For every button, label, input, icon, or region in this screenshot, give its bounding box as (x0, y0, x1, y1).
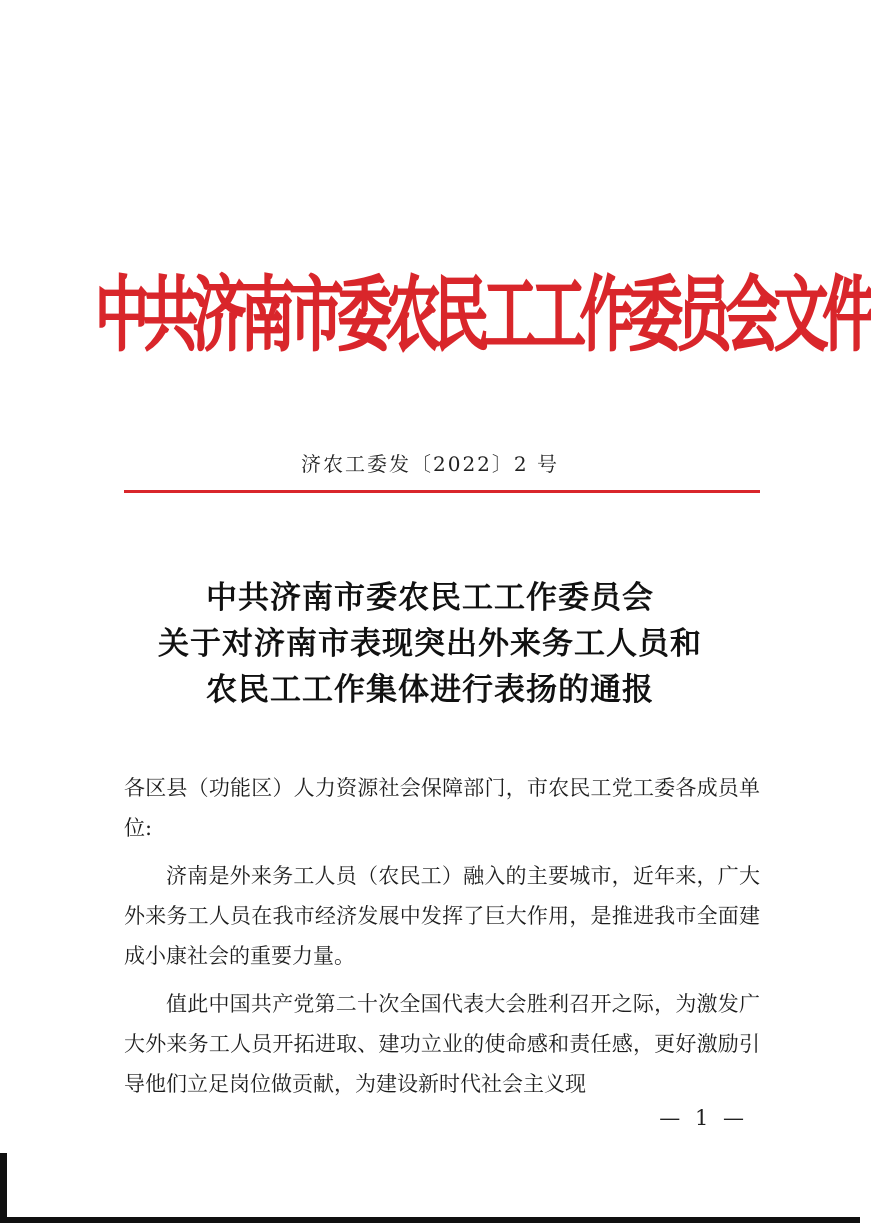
red-divider-line (124, 490, 760, 493)
title-line-1: 中共济南市委农民工工作委员会 (206, 580, 654, 616)
document-number: 济农工委发〔2022〕2 号 (301, 452, 559, 476)
salutation: 各区县（功能区）人力资源社会保障部门，市农民工党工委各成员单位: (124, 776, 760, 840)
document-title (0, 575, 860, 713)
masthead (95, 262, 871, 372)
scan-edge-artifact (0, 1153, 7, 1223)
body-paragraph-1: 济南是外来务工人员（农民工）融入的主要城市，近年来，广大外来务工人员在我市经济发展中发挥了巨大作用，是推进我市全面建成小康社会的重要力量。 (124, 864, 760, 968)
body-paragraph-2: 值此中国共产党第二十次全国代表大会胜利召开之际，为激发广大外来务工人员开拓进取、建功立业的使命感和责任感，更好激励引导他们立足岗位做贡献，为建设新时代社会主义现 (124, 992, 760, 1096)
document-body (124, 768, 760, 1112)
title-line-3: 农民工工作集体进行表扬的通报 (206, 672, 654, 708)
masthead-title: 中共济南市委农民工工作委员会文件 (95, 269, 871, 364)
title-line-2: 关于对济南市表现突出外来务工人员和 (158, 626, 702, 662)
page-number: — 1 — (659, 1106, 748, 1130)
scan-bottom-edge (0, 1217, 860, 1223)
